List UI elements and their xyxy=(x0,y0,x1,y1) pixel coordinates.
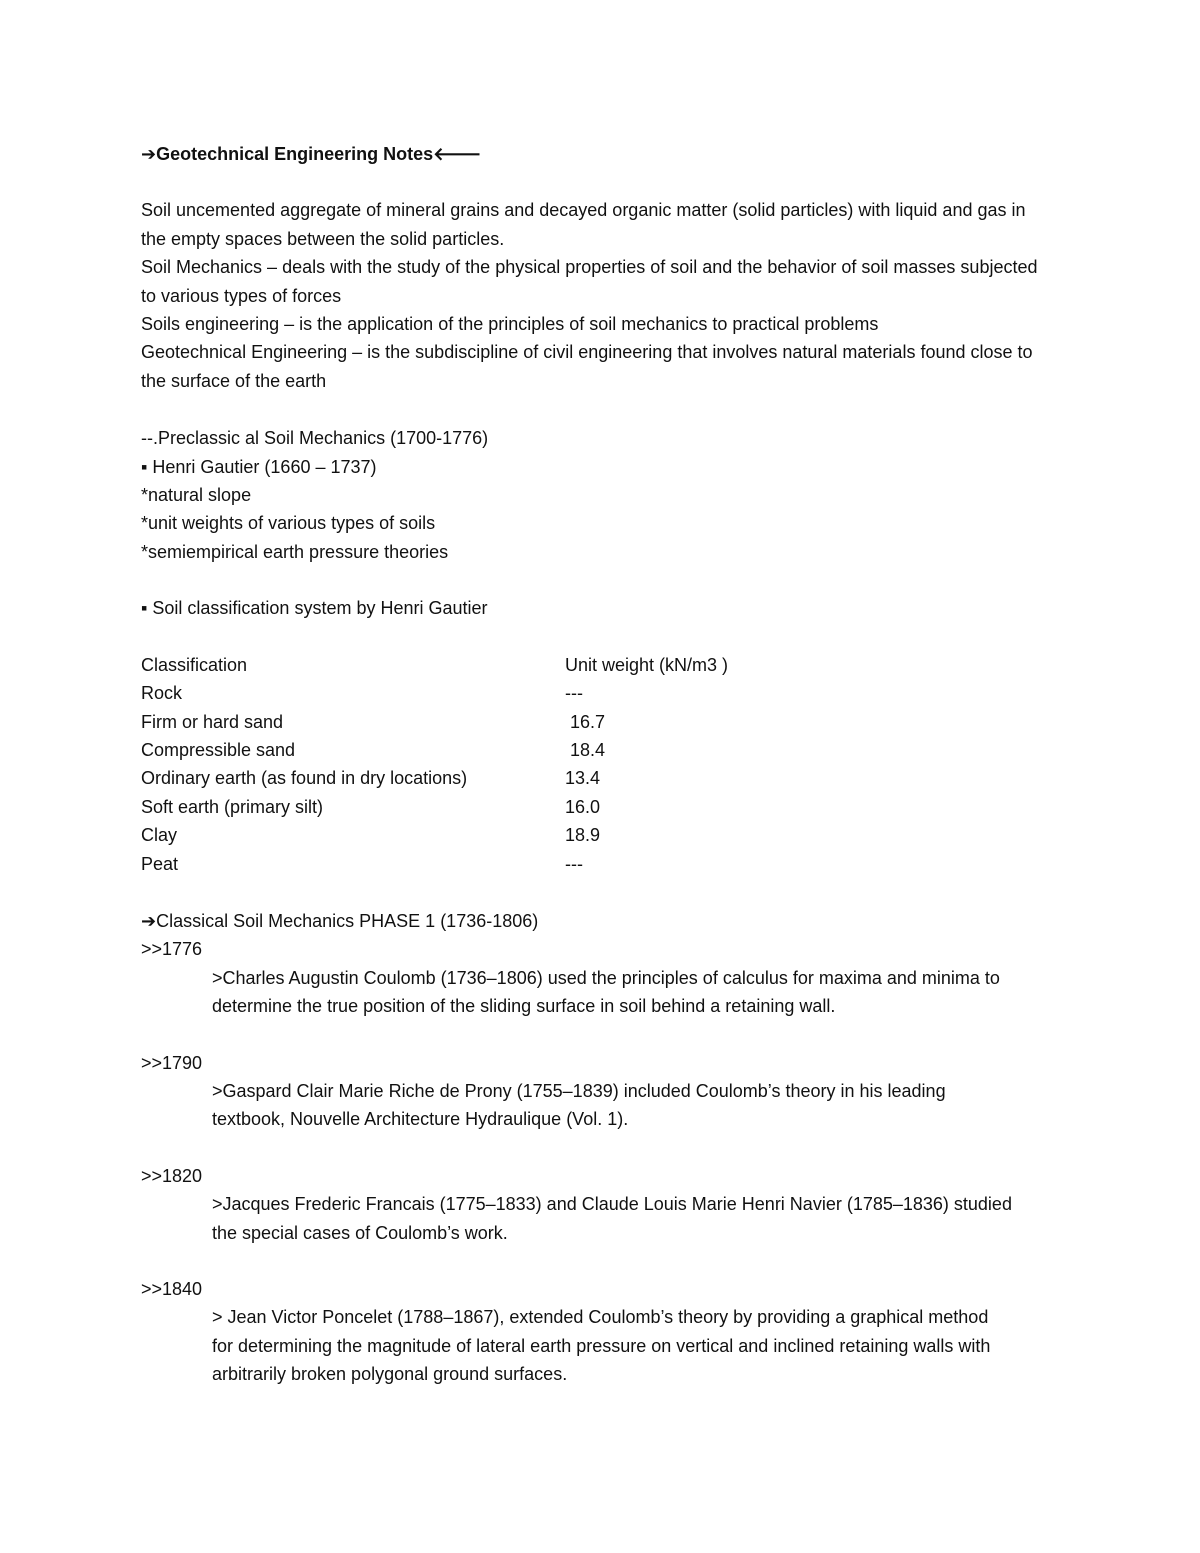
spacer xyxy=(141,623,1061,651)
table-cell-classification: Compressible sand xyxy=(141,739,296,760)
timeline-entry xyxy=(141,1275,1061,1389)
table-cell-unit-weight: 16.7 xyxy=(565,711,606,732)
timeline-year: >>1776 xyxy=(141,939,203,960)
document-page xyxy=(141,140,1061,1417)
definition-soils-engineering: Soils engineering – is the application of the principles of soil mechanics to practical problems xyxy=(141,314,879,335)
table-cell-unit-weight: 18.9 xyxy=(565,825,601,846)
classification-table xyxy=(141,651,1061,878)
timeline-text: >Jacques Frederic Francais (1775–1833) and Claude Louis Marie Henri Navier (1785–1836) studied the special cases of Coulomb’s work. xyxy=(212,1194,1012,1243)
spacer xyxy=(141,395,1061,424)
table-cell-unit-weight: --- xyxy=(565,853,583,874)
spacer xyxy=(141,566,1061,594)
table-cell-classification: Ordinary earth (as found in dry locations) xyxy=(141,768,468,789)
preclassical-person: ▪ Henri Gautier (1660 – 1737) xyxy=(141,456,377,477)
timeline-year: >>1840 xyxy=(141,1279,203,1299)
preclassical-item: *semiempirical earth pressure theories xyxy=(141,541,449,562)
table-row xyxy=(141,850,1061,878)
table-cell-unit-weight: --- xyxy=(565,683,583,704)
column-header-classification: Classification xyxy=(141,654,248,675)
document-title: ➔Geotechnical Engineering Notes🡐 xyxy=(141,144,482,164)
table-cell-classification: Clay xyxy=(141,825,178,846)
table-header-row xyxy=(141,651,1061,679)
timeline-entry xyxy=(141,1049,1061,1134)
timeline-text: >Gaspard Clair Marie Riche de Prony (1755–1839) included Coulomb’s theory in his leading textbook, Nouvelle Architecture Hydraulique (Vol. 1). xyxy=(212,1080,946,1130)
definition-soil-mechanics: Soil Mechanics – deals with the study of the physical properties of soil and the behavior of soil masses subjected to various types of forces xyxy=(141,257,1038,306)
preclassical-item: *unit weights of various types of soils xyxy=(141,513,436,534)
table-row xyxy=(141,736,1061,764)
table-cell-classification: Firm or hard sand xyxy=(141,711,284,732)
table-cell-classification: Rock xyxy=(141,683,183,704)
table-row xyxy=(141,793,1061,821)
table-cell-unit-weight: 18.4 xyxy=(565,739,606,760)
timeline-text: >Charles Augustin Coulomb (1736–1806) used the principles of calculus for maxima and minima to determine the true position of the sliding surface in soil behind a retaining wall. xyxy=(212,967,1000,1017)
definition-soil: Soil uncemented aggregate of mineral grains and decayed organic matter (solid particles) with liquid and gas in the empty spaces between the solid particles. xyxy=(141,200,1026,249)
preclassical-heading: --.Preclassic al Soil Mechanics (1700-1776) xyxy=(141,428,489,449)
timeline-year: >>1820 xyxy=(141,1165,203,1186)
timeline-entry xyxy=(141,1162,1061,1247)
table-cell-classification: Soft earth (primary silt) xyxy=(141,796,324,817)
table-cell-classification: Peat xyxy=(141,853,179,874)
timeline-entry xyxy=(141,935,1061,1020)
preclassical-item: *natural slope xyxy=(141,485,252,506)
table-row xyxy=(141,708,1061,736)
table-row xyxy=(141,821,1061,849)
table-cell-unit-weight: 16.0 xyxy=(565,796,601,817)
table-row xyxy=(141,764,1061,792)
timeline-text: > Jean Victor Poncelet (1788–1867), extended Coulomb’s theory by providing a graphical method for determining the magnitude of lateral earth pressure on vertical and inclined retaining walls with arbitrarily broken polygonal ground surfaces. xyxy=(212,1307,991,1385)
table-row xyxy=(141,679,1061,707)
column-header-unit-weight: Unit weight (kN/m3 ) xyxy=(565,654,729,675)
definition-geotechnical-engineering: Geotechnical Engineering – is the subdiscipline of civil engineering that involves natural materials found close to the surface of the earth xyxy=(141,342,1033,391)
spacer xyxy=(141,878,1061,907)
table-cell-unit-weight: 13.4 xyxy=(565,768,601,789)
timeline-year: >>1790 xyxy=(141,1052,203,1073)
classification-heading: ▪ Soil classification system by Henri Gautier xyxy=(141,598,488,619)
classical-heading: ➔Classical Soil Mechanics PHASE 1 (1736-1806) xyxy=(141,910,539,931)
